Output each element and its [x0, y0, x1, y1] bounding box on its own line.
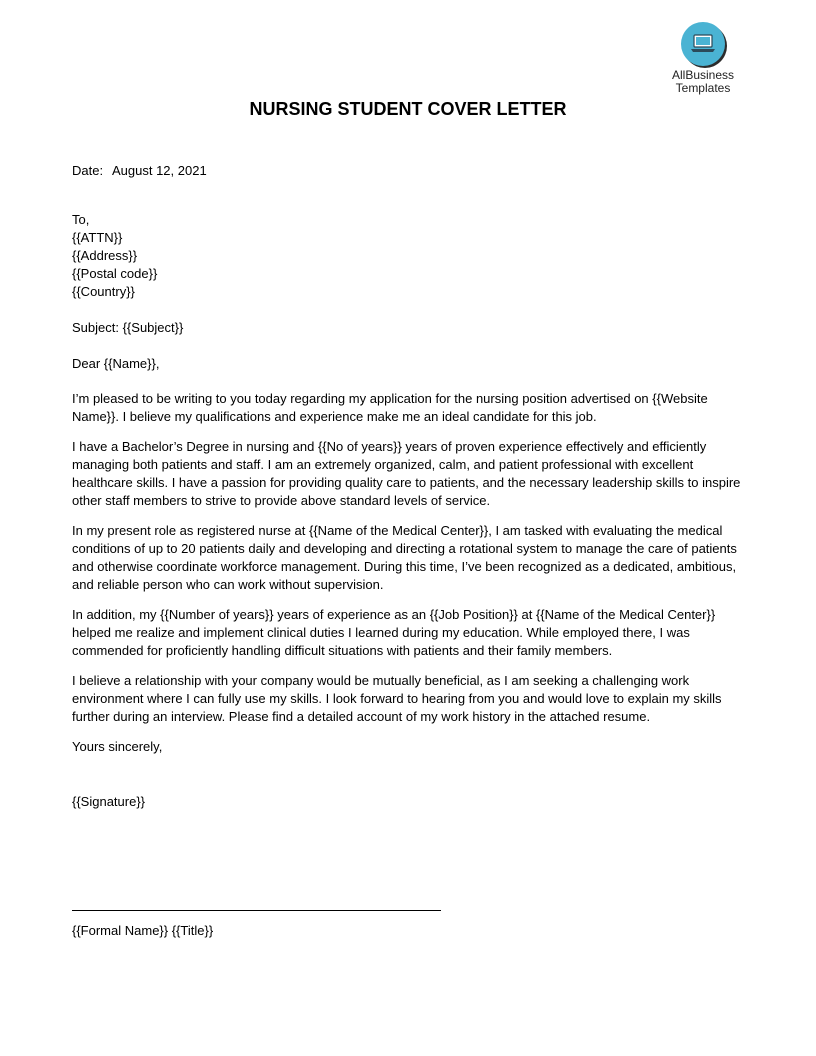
body-paragraph-1: I’m pleased to be writing to you today regarding my application for the nursing position advertised on {{Website Name}}. I believe my qualifications and experience make me an ideal candidate for this job.	[72, 391, 708, 424]
logo-text-line2: Templates	[675, 81, 731, 95]
letter-body	[72, 162, 747, 811]
logo-text-line1: AllBusiness	[671, 68, 735, 82]
body-paragraph-4: In addition, my {{Number of years}} years of experience as an {{Job Position}} at {{Name of the Medical Center}} helped me realize and implement clinical duties I learned during my education. While employed there, I was commended for proficiently handling difficult situations with patients and their family members.	[72, 607, 716, 658]
recipient-country: {{Country}}	[72, 284, 135, 299]
recipient-address	[72, 211, 747, 301]
closing: Yours sincerely,	[72, 739, 163, 754]
body-paragraph-5: I believe a relationship with your company would be mutually beneficial, as I am seeking a challenging work environment where I can fully use my skills. I look forward to hearing from you and would love to explain my skills further during an interview. Please find a detailed account of my work history in the attached resume.	[72, 673, 722, 724]
recipient-address-line: {{Address}}	[72, 248, 138, 263]
signature-placeholder: {{Signature}}	[72, 794, 146, 809]
recipient-postal-code: {{Postal code}}	[72, 266, 158, 281]
document-title: NURSING STUDENT COVER LETTER	[249, 99, 567, 119]
date-line	[72, 162, 747, 180]
date-label: Date:	[72, 163, 104, 178]
recipient-attn: {{ATTN}}	[72, 230, 123, 245]
allbusiness-templates-logo	[670, 22, 736, 95]
recipient-to: To,	[72, 212, 90, 227]
body-paragraph-2: I have a Bachelor’s Degree in nursing and {{No of years}} years of proven experience effectively and efficiently managing both patients and staff. I am an extremely organized, calm, and patient professional with excellent healthcare skills. I have a passion for providing quality care to patients, and the necessary leadership skills to inspire other staff members to strive to provide above standard levels of service.	[72, 439, 741, 508]
date-value: August 12, 2021	[111, 163, 207, 178]
body-paragraph-3: In my present role as registered nurse at {{Name of the Medical Center}}, I am tasked with evaluating the medical conditions of up to 20 patients daily and developing and directing a rotational system to manage the care of patients and otherwise coordinate workforce management. During this time, I’ve been recognized as a dedicated, ambitious, and reliable person who can work without supervision.	[72, 523, 737, 592]
subject-line: Subject: {{Subject}}	[72, 320, 184, 335]
formal-name-title: {{Formal Name}} {{Title}}	[72, 923, 214, 938]
signature-rule	[72, 910, 441, 911]
salutation: Dear {{Name}},	[72, 356, 160, 371]
laptop-icon	[681, 22, 725, 66]
